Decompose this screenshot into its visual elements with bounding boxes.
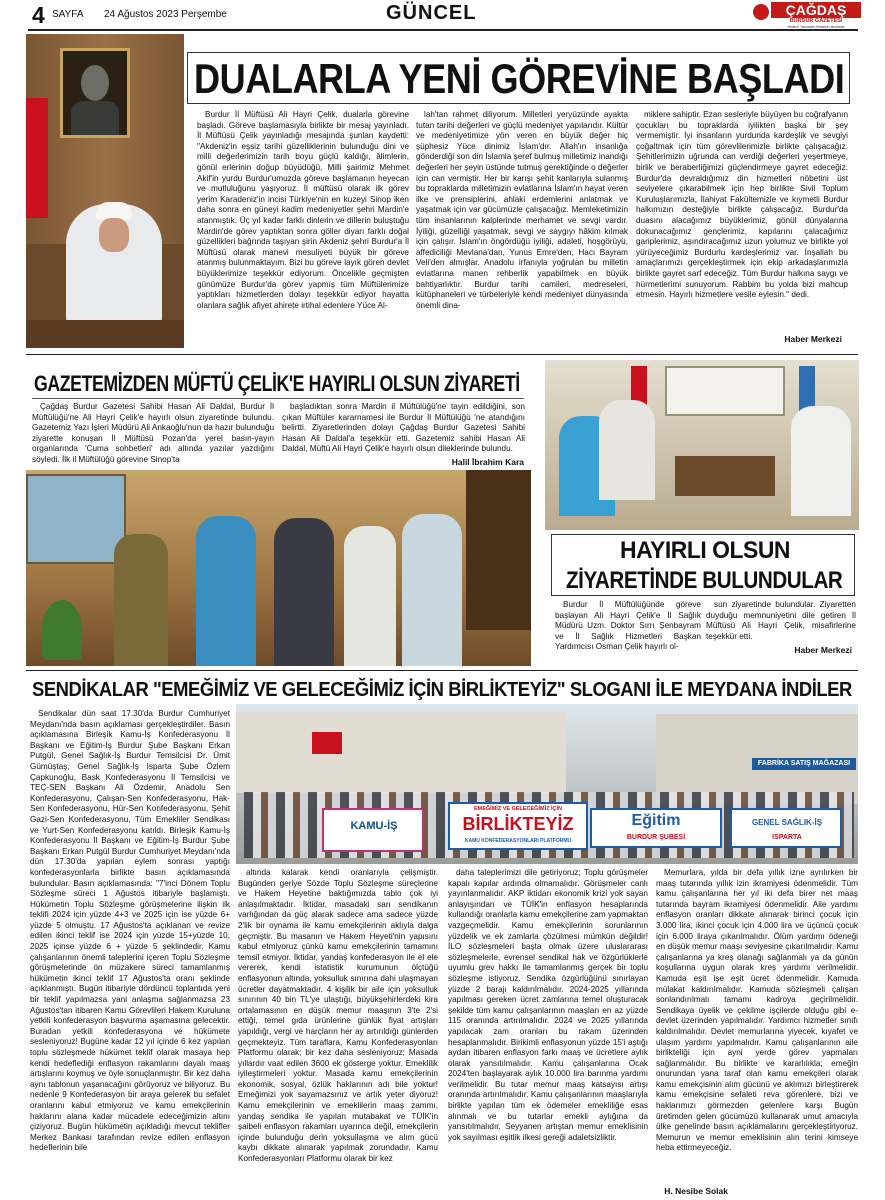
banner-egitim-is-main: Eğitim bbox=[631, 812, 681, 829]
story4-col1-text: Sendikalar dün saat 17.30'da Burdur Cumhuriyet Meydanı'nda basın açıklaması gerçekleştirdiler. Basın açıklamasına Birleşik Kamu-İş Konfederasyonu İl Başkanı ve Eğitim-İş Burdur Şube Başkanı Erkan Putgül, Genel Sağlık-İş Burdur Temsilcisi Dr. Ümit Gümüştaş, Genel Sağlık-İş Isparta Şube Özlem Çapkunoğlu, Bask Konfederasyonu İl Temsilcisi ve TEÇ-SEN Başkanı Ali Özdemir, Anadolu Sen Konfederasyonu, Çalışan-Sen Konfederasyonu, Hak-Sen Konfederasyonu, Hür-Sen Konfederasyonu, Şehit Gazi-Sen Konfederasyonu, Tüm Emekliler Sendikası ve Yurt-Sen Konfederasyonu katıldı. Birleşik Kamu-İş Konfederasyonu İl Başkanı ve Eğitim-İş Burdur Şube Başkanı Erkan Putgül Burdur Cumhuriyet Meydanı'nda dün 17.30'da yapılan eylem sonrası yaptığı konfederasyonlarla birlikte basın açıklamasında bulundular. Basın açıklamasında: "7'inci Dönem Toplu Sözleşme süreci 1 Ağustos itibariyle başlamıştı. Hükümetin Toplu Sözleşme görüşmelerine ilişkin ilk teklifi 2024 için yüzde 4+3 ve 2025 için ise yüzde 6+ yüzde 5 olmuştu. 17 Ağustos'ta açıklanan ve revize edilen ikinci teklif ise 2024 için yüzde 15+yüzde 10, 2025 içinse yüzde 6 + yüzde 5 şeklindedir. Kamu çalışanlarının önemli taleplerini içeren Toplu Sözleşme görüşmelerinde ön müzakere süreci tamamlanmış hükümetin ikinci teklif 17 Ağustos'ta oranı şeklinde açıklanmıştı. Bugün itibariyle dördüncü toplantıda yeni bir teklif yapılmazsa yani anlaşma sağlanmazsa 23 Ağustos'tan itibaren Kamu Görevlileri Hakem Kuruluna yetkili konfederasyon başvurma aşamasına gelecektir. Buradan yetkili konfederasyona ve hükümete sesleniyoruz! Bugüne kadar 12 yıl içinde 6 kez yapılan toplu sözleşmede hükümet teklif olarak masaya hep kendi hedeflediği enflasyon rakamlarını dayalı maaş artışlarını koymuş ve öyle sonuçlanmıştır. Bir kez daha aynı tablonun yaşanacağını görüyoruz ve biliyoruz. Bu nedenle 9 Konfederasyon bir araya gelerek bu sefalet oranlarını kabul etmiyoruz ve kamu emekçilerinin haklarını alana kadar mücadele edeceğimizin altını çiziyoruz. Bugün hükümetin açıkladığı mevcut teklifler Merkez Bankası tarafından revize edilen enflasyon hedeflerinin bile bbox=[30, 709, 230, 1153]
story2-col1-text: Çağdaş Burdur Gazetesi Sahibi Hasan Ali Daldal, Burdur İl Müftülüğü'ne Ali Hayri Çelik'e hayırlı olsun ziyaretinde bulundu. Gazetemiz Yazı İşleri Müdürü Ali Ankaoğlu'nun da hazır bulunduğu ziyarette konuşan İl Müftüsü Pozan'da yerel basın-yayın organlarında 'Cuma sohbetleri' adı altında yazılar yazdığını söyledi. İlk il Müftülüğü görevine Sinop'ta bbox=[32, 402, 274, 464]
story3-column-2 bbox=[706, 600, 856, 646]
story1-col3-text: miklere sahiptir. Ezan sesleriyle büyüyen bu coğrafyanın çocukları bu topraklarda iyilikten başka bir şey vermemiştir. İyi insanların yurdunda kardeşlik ve sevgiyi çoğaltmak için tüm görevlilerimizle birlikte çalışacağız. Şehitlerimizin uğrunda can verdiği değerleri yeşertmeye, birlik ve beraberliğimizi güçlendirmeye gayret edeceğiz. Burdur'da devraldığımız din hizmetleri nöbetini üst seviyelere çıkarabilmek için hep birlikte Sivil Toplum Kuruluşlarımızla, İlahiyat Fakültemizle ve kıymetli Burdur halkımızın desteğiyle birlikte çalışacağız. Burdur'da duasını alacağımız büyüklerimiz, gönül dünyalarına dokunacağımız gençlerimiz, kapılarını çalacağımız gariplerimiz, aşındıracağımız uzun yolumuz ve birlikte yol yürüyeceğimiz Burdurlu kardeşlerimiz var. İnşallah bu amaçlarımızı gerçekleştirmek için ekip arkadaşlarımızla birlikte gayret sarf edeceğiz. Tüm Burdur halkına saygı ve hürmetlerimi sunuyorum. Rabbim bu yolda bizi mahcup etmesin. Hayırlı hizmetlere vesile eylesin." dedi. bbox=[636, 110, 848, 300]
turkish-flag bbox=[312, 732, 342, 754]
visitor-1 bbox=[114, 534, 168, 666]
issue-date: 24 Ağustos 2023 Perşembe bbox=[104, 9, 227, 20]
bookshelf bbox=[466, 470, 531, 630]
newspaper-logo bbox=[753, 2, 861, 28]
story1-col2-text: lah'tan rahmet diliyorum. Milletleri yeryüzünde ayakta tutan tarihi değerleri ve güçlü medeniyet yapılarıdır. Kültür ve medeniyetimize yön veren en büyük değer hiç şüphesiz Yüce dinimiz İslam'dır. Allah'ın insanlığa gönderdiği son din İslamla şeref bulmuş milletimiz inandığı değerleri her şeyin üstünde tutmuş gerektiğinde o değerler için can vermiştir. Her bir karışı şehit kanlarıyla sulanmış bu topraklarda milletimizin evlatlarına İslam'ın hayat veren ilke ve prensiplerini, ahlaki erdemlerini anlatmak ve yaşatmak için var gücümüzle çalışacağız. Memleketimizin tüm insanlarının kalplerinde merhamet ve sevgi vardır. İyiliği, güzelliği yaşatmak, sevgi ve saygıyı hâkim kılmak için çalışır. İslam'ın öngördüğü iyiliği, adaleti, hoşgörüyü, affediciliği Mevlana'dan, Yunus Emre'den, Hacı Bayram Veli'den almışlar. Anadolu irfanıyla yoğrulan bu milletin evlatlarına manen rehberlik yapabilmek en büyük bahtiyarlıktır. Burdur tarihi camileri, medreseleri, kütüphaneleri ve türbeleriyle kendi medeniyet dünyasında önemli dina- bbox=[416, 110, 628, 310]
story2-column-1 bbox=[32, 402, 274, 468]
banner-birlikteyiz bbox=[448, 802, 588, 850]
story2-headline-box bbox=[32, 369, 524, 399]
story3-col1-text: Burdur İl Müftülüğünde göreve başlayan Ali Hayri Çelik'e İl Sağlık Müdürü Uzm. Doktor Sırrı Şenbayram ve İl Sağlık Hizmetleri Başkan Yardımcısı Osman Çelik hayırlı ol- bbox=[555, 600, 701, 652]
banner-genel-saglik-is-sub: ISPARTA bbox=[772, 834, 802, 841]
mufti-portrait-photo bbox=[26, 34, 184, 348]
banner-birlikteyiz-top: EMEĞİMİZ VE GELECEĞİMİZ İÇİN bbox=[473, 806, 562, 812]
story3-headline-line1: HAYIRLI OLSUN bbox=[620, 537, 790, 564]
banner-egitim-is bbox=[590, 808, 722, 848]
window bbox=[665, 366, 785, 416]
section-title: GÜNCEL bbox=[386, 2, 477, 24]
visitor-4 bbox=[344, 526, 396, 666]
story3-headline-line2: ZİYARETİNDE BULUNDULAR bbox=[566, 567, 843, 594]
story4-col4-text: Memurlara, yılda bir defa yıllık izne ayrılırken bir maaş tutarında yıllık izin ikramiyesi ödenmelidir. Tüm kamu çalışanlarına her yıl iki defa birer net maaş tutarında bayram ikramiyesi ödenmelidir. Aile yardımı enflasyon oranları dikkate alınarak birinci çocuk için 3.000 lira, ikinci çocuk için 4.000 lira ve üçüncü çocuk için 6.000 liraya çıkarılmalıdır. Ölüm yardımı ödeneği en düşük memur maaşı seviyesine çıkarılmalıdır. Kamu çalışanlarına ya kreş olanağı sağlanmalı ya da günün koşullarına uygun olarak kreş yardımı verilmelidir. Kamuda eşit işe eşit ücret ödenmelidir. Kamuda mülakat kaldırılmalıdır. Kamuda sözleşmeli çalışan sonlandırılmalı tamamı kadroya geçirilmelidir. Sendikaya üyelik ve çekilme işçilerde olduğu gibi e-devlet üzerinden yapılmalıdır. Yardımcı hizmetler sınıfı kaldırılmalıdır. Devlet memurlarına yiyecek, kıyafet ve ulaşım yardımı yapılmalıdır. Kamu çalışanlarının aile birlikteliği için ayni yerde görev yapmaları sağlanmalıdır. Bu birlikte ve kararlılıkla; emeğin onurundan yana taraf olan kamu emekçileri olarak kamu emekçisinin alım gücünü ve aklımızı birleştirerek kamu emekçisine sefaleti reva görenlere, bizi ve haklarımızı görmezden gelenlere karşı Bugün üretimden gelen gücümüzü kullanarak umut amacıyla ülke genelinde basın açıklamalarını gerçekleştiriyoruz. Memurun ve memur emeklisinin alın terini kimseye heba ettirmeyeceğiz. bbox=[656, 868, 858, 1153]
host bbox=[791, 406, 851, 516]
logo-subtitle: BURDUR GAZETESİ bbox=[789, 18, 843, 24]
banner-birlikteyiz-main: BİRLİKTEYİZ bbox=[462, 814, 574, 834]
banner-genel-saglik-is-main: GENEL SAĞLIK-İŞ bbox=[751, 818, 823, 827]
story4-headline-box bbox=[26, 675, 858, 705]
story4-col3-text: daha taleplerimizi dile getiriyoruz; Toplu görüşmeler kapalı kapılar ardında olmamalıdır. Görüşmeler canlı yayınlanmalıdır. AKP iktidarı ekonomik krizi yok sayan anlayışından ve TÜİK'in enflasyon hesaplarında kullandığı oranlarla kamu emekçilerine zam yapmaktan vazgeçmelidir. Kamu emekçilerinin sorunlarının yüzdelik ve ek zamlarla çözülmesi mümkün değildir! İLO sözleşmeleri başta olmak üzere uluslararası sözleşmelerle, evrensel sendikal hak ve özgürlüklerle uyumlu grev hakkı ile tamamlanmış gerçek bir toplu sözleşme istiyoruz. Sendika özgürlüğünü sınırlayan yüzde 2 barajı kaldırılmalıdır. 2024-2025 yıllarında yapılması gereken ücret zamlarına temel oluşturacak şekilde tüm kamu çalışanlarının maaşları en az yüzde 115 oranında artırılmalıdır. 2024 ve 2025 yıllarında yapılacak zam oranları bu rakam üzerinden hesaplanmalıdır. Birikimli enflasyonun yüzde 15'i aştığı aydan itibaren enflasyon farkı maaş ve ücretlere aylık olarak yansıtılmalıdır. Kamu çalışanlarına Ocak 2024'ten başlayarak aylık 10.000 lira barınma yardımı verilmelidir. Bu tutar memur maaş katsayısı artışı oranında artırılmalıdır. Kamu çalışanlarının maaşlarıyla birlikte yapılan tüm ek ödemeler emekliliğe esas alınmalı ve bu tutarlar emekli aylığına da yansıtılmalıdır. Seyyanen artıştan memur emeklisinin yok sayılması eşitlik ilkesi gereği adaletsizliktir. bbox=[448, 868, 648, 1142]
story1-byline: Haber Merkezi bbox=[784, 334, 842, 344]
story1-headline: DUALARLA YENİ GÖREVİNE BAŞLADI bbox=[194, 55, 845, 102]
protest-photo bbox=[236, 704, 858, 864]
divider-1 bbox=[26, 354, 858, 355]
banner-egitim-is-sub: BURDUR ŞUBESİ bbox=[626, 834, 686, 841]
story4-column-3 bbox=[448, 868, 648, 1199]
story3-byline: Haber Merkezi bbox=[794, 645, 852, 655]
story2-byline: Halil İbrahim Kara bbox=[451, 457, 524, 467]
story4-column-1 bbox=[30, 709, 230, 1199]
visitor-5 bbox=[402, 514, 462, 666]
story1-column-1 bbox=[197, 110, 409, 348]
story2-headline: GAZETEMİZDEN MÜFTÜ ÇELİK'E HAYIRLI OLSUN ZİYARETİ bbox=[34, 371, 520, 396]
mufti-face bbox=[99, 218, 129, 252]
shop-sign: FABRİKA SATIŞ MAĞAZASI bbox=[752, 758, 856, 770]
story4-column-2 bbox=[238, 868, 438, 1199]
plant bbox=[42, 600, 82, 660]
story4-headline: SENDİKALAR "EMEĞİMİZ VE GELECEĞİMİZ İÇİN BİRLİKTEYİZ" SLOGANI İLE MEYDANA İNDİLER bbox=[32, 679, 852, 701]
logo-name: ÇAĞDAŞ bbox=[771, 2, 861, 18]
framed-portrait bbox=[60, 48, 130, 138]
divider-2 bbox=[26, 670, 858, 671]
banner-genel-saglik-is bbox=[730, 808, 842, 848]
banner-kamu-is-text: KAMU-İŞ bbox=[350, 820, 398, 832]
story1-column-3 bbox=[636, 110, 848, 336]
story3-col2-text: sun ziyaretinde bulundular. Ziyaretten duyduğu memnuniyetini dile getiren İl Müftüsü Ali Hayri Çelik, misafirlerine teşekkür etti. bbox=[706, 600, 856, 641]
visitor-2 bbox=[196, 516, 256, 666]
story2-col2-text: başladıktan sonra Mardin il Müftülüğü'ne tayin edildiğini, son çıkan Müftüler kararnamesi ile Burdur İl Müftülüğü 'ne atandığını belirtti. Ziyaretlerinden dolayı Çağdaş Burdur Gazetesi Sahibi Hasan Ali Daldal'a teşekkür etti. Gazetemiz sahibi Hasan Ali Daldal, Müftü Ali Hayri Çelik'e hayırlı olsun dileklerinde bulundu. bbox=[282, 402, 525, 454]
logo-tagline: Halkın Yanında Haberin Ardında bbox=[787, 24, 845, 29]
meeting-table bbox=[675, 456, 775, 496]
health-visit-photo bbox=[545, 360, 859, 530]
building-left bbox=[236, 712, 566, 796]
story4-col2-text: altında kalarak kendi oranlarıyla çelişmiştir. Bugünden geriye Sözde Toplu Sözleşme süreçlerine ve Hakem Heyetine baktığımızda tablo çok iyi anlaşılmaktadır. İktidar, masadaki sarı sendikanın varlığından da güç alarak sadece ama sadece yüzde 2'lik bir oynama ile kamu emekçilerinin aklıyla dalga geçmiştir. Bu masanın ve Hakem Heyeti'nin yapısını kabul etmiyoruz çünkü kamu emekçilerinin tamamını temsil etmiyor. İktidar, yandaş konfederasyon ile el ele vererek, kendi istatistik kurumunun ölçtüğü enflasyonun altında, yoksulluk sınırına dahi ulaşmayan ücretler dayatmaktadır. 4 kişilik bir aile için yoksulluk sınırının 40 bin TL'ye ulaştığı, büyükşehirlerdeki kira ortalamasının en düşük memur maaşının 3'te 2'si ettiği, temel gıda ürünlerine günlük fiyat artışları yapıldığı, vergi ve harçların her ay artırıldığı günlerden geçmekteyiz. Tüm taraflara, Kamu Konfederasyonları Platformu olarak; bir kez daha sesleniyoruz; Masada yıllardır vaat edilen 3600 ek göstergе yoktur. Emeklilik iyileştirmeleri yoktur. Masada kamu emekçilerinin ekonomik, sosyal, özlük haklarının adı bile yoktur! Emeğimizi yok sayamazsınız ve artık yeter diyoruz! Kamu emekçilerinin ve emeklilerin maaş zammı, yandaş sendika ile yapılan mutabakat ve TÜİK'in şaibeli enflasyon rakamları uyarınca değil, emekçilerin içinde bulunduğu derin yoksullaşma ve alım gücü kaybı dikkate alınarak yapılmak zorundadır. Kamu Konfederasyonları Platformu olarak bir kez bbox=[238, 868, 438, 1164]
header-rule bbox=[28, 29, 858, 31]
desk bbox=[26, 320, 184, 348]
page-header bbox=[0, 0, 885, 30]
banner-kamu-is bbox=[322, 808, 424, 852]
gazette-visit-photo bbox=[26, 470, 531, 666]
story1-column-2 bbox=[416, 110, 628, 348]
story4-column-4 bbox=[656, 868, 858, 1186]
wall-map bbox=[26, 474, 126, 564]
page-label: SAYFA bbox=[52, 9, 84, 20]
story3-headline-box bbox=[551, 534, 855, 596]
visitor-3 bbox=[274, 518, 334, 666]
flag bbox=[26, 98, 48, 218]
banner-birlikteyiz-sub: KAMU KONFEDERASYONLARI PLATFORMU bbox=[464, 838, 572, 844]
page-number: 4 bbox=[32, 2, 45, 28]
guest-2 bbox=[599, 400, 655, 500]
story4-byline: H. Nesibe Solak bbox=[664, 1186, 728, 1196]
story1-col1-text: Burdur İl Müftüsü Ali Hayri Çelik, dualarla görevine başladı. Göreve başlamasıyla birlikte bir mesaj yayınladı. İl Müftüsü Çelik yayınladığı mesajında şunları kaydetti: "Akdeniz'in eşsiz tarihi güzelliklerinin bulunduğu dini ve milli değerlerimizin tarih boyu güçlü kaldığı, âlimlerin, gönül erlerinin doğup büyüdüğü, Milli şairimiz Mehmet Akif'in yurdu Burdur'umuzda göreve başlamanın heyecan ve mutluluğunu yaşıyoruz. İl müftüsü olarak ilk görev yerim Karadeniz'in incisi Türkiye'nin en kuzeyi Sinop iken daha sonra en güneyi kadim medeniyetler şehri Mardin'e atanmıştık. Üç yıl kadar farklı dinlerin ve dillerin buluştuğu Mardin'de görev yaptıktan sonra göller diyarı farklı doğal güzellikleri bağrında taşıyan şirin Akdeniz şehri Burdur'a İl Müftüsü olarak manevi mesuliyeti büyük bir göreve atanmış bulunmaktayım. Bizi bu göreve layık gören devlet büyüklerimize teşekkür ediyorum. Öncelikle geçmişten günümüze Burdur'da görev yapmış tüm Müftülerimize yaptıkları hizmetlerden dolayı teşekkür ediyor hayatta olanlara sağlık afiyet ahirete irtihal edenlere Yüce Al- bbox=[197, 110, 409, 310]
story1-headline-box bbox=[187, 52, 850, 104]
logo-emblem-icon bbox=[753, 4, 769, 20]
story3-column-1 bbox=[555, 600, 701, 658]
